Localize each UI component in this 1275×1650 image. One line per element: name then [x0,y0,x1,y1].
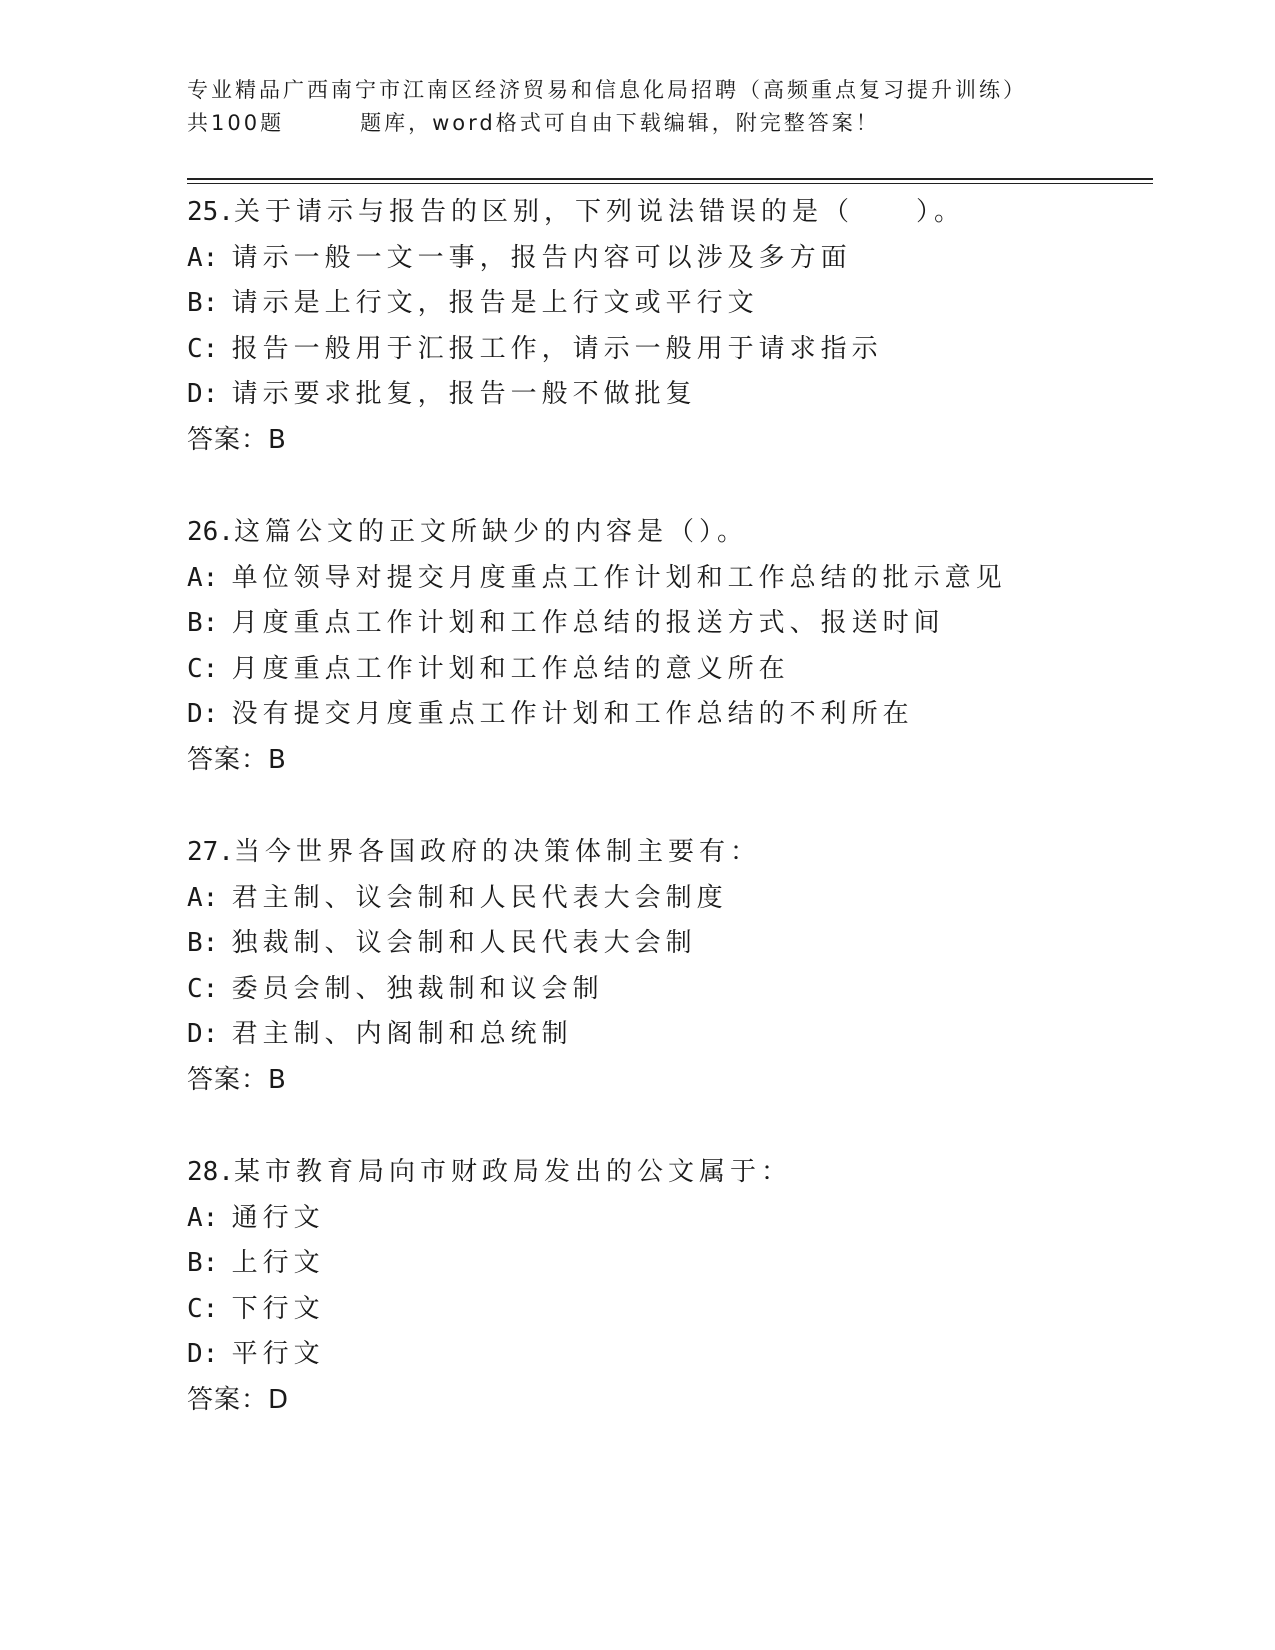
question-text: 关于请示与报告的区别，下列说法错误的是（ ）。 [233,197,965,227]
option-text: 委员会制、独裁制和议会制 [231,973,604,1004]
option-b [187,601,1147,647]
option-d [187,372,1147,418]
option-a [187,876,1147,922]
option-key: B: [187,608,219,638]
option-text: 报告一般用于汇报工作，请示一般用于请求指示 [231,333,883,364]
header-title-line: 专业精品广西南宁市江南区经济贸易和信息化局招聘（高频重点复习提升训练） [187,78,1027,102]
option-key: D: [187,1019,219,1049]
option-d [187,1012,1147,1058]
question-stem [187,830,1147,876]
question-text: 当今世界各国政府的决策体制主要有： [233,837,761,867]
question-number: 28. [187,1157,234,1187]
option-text: 上行文 [231,1248,325,1278]
question-text: 某市教育局向市财政局发出的公文属于： [233,1157,792,1187]
question-number: 26. [187,517,234,547]
question-28 [187,1150,1147,1423]
question-26 [187,510,1147,783]
question-number: 27. [187,837,234,867]
option-d [187,692,1147,738]
question-stem [187,1150,1147,1196]
option-text: 请示一般一文一事，报告内容可以涉及多方面 [231,242,852,273]
option-a [187,1196,1147,1242]
option-text: 君主制、议会制和人民代表大会制度 [231,882,728,913]
option-text: 请示是上行文，报告是上行文或平行文 [231,288,759,318]
option-key: B: [187,288,219,318]
option-c [187,647,1147,693]
question-list [187,190,1147,1470]
option-d [187,1332,1147,1378]
option-text: 月度重点工作计划和工作总结的意义所在 [231,653,790,684]
option-text: 下行文 [231,1293,325,1324]
option-text: 通行文 [231,1202,325,1233]
answer-line: 答案：D [187,1384,290,1415]
option-key: A: [187,562,219,593]
option-text: 请示要求批复，报告一般不做批复 [231,379,697,409]
option-key: D: [187,1339,219,1369]
option-a [187,236,1147,282]
option-key: C: [187,1293,219,1324]
option-key: B: [187,1248,219,1278]
option-b [187,921,1147,967]
option-c [187,967,1147,1013]
answer-line: 答案：B [187,744,287,775]
option-text: 月度重点工作计划和工作总结的报送方式、报送时间 [231,608,945,638]
option-text: 单位领导对提交月度重点工作计划和工作总结的批示意见 [231,562,1007,593]
option-key: D: [187,379,219,409]
option-key: C: [187,653,219,684]
option-c [187,1287,1147,1333]
question-stem [187,510,1147,556]
option-a [187,556,1147,602]
option-text: 君主制、内阁制和总统制 [231,1019,573,1049]
option-text: 平行文 [231,1339,325,1369]
answer-line: 答案：B [187,424,287,455]
question-count: 共100题 [187,111,285,135]
answer-line: 答案：B [187,1064,287,1095]
question-27 [187,830,1147,1103]
option-key: C: [187,973,219,1004]
question-number: 25. [187,197,234,227]
document-header [187,74,1147,140]
question-25 [187,190,1147,463]
option-key: A: [187,882,219,913]
option-c [187,327,1147,373]
question-stem [187,190,1147,236]
header-divider [187,178,1153,184]
option-text: 没有提交月度重点工作计划和工作总结的不利所在 [231,699,914,729]
option-key: D: [187,699,219,729]
option-b [187,1241,1147,1287]
option-key: A: [187,1202,219,1233]
option-text: 独裁制、议会制和人民代表大会制 [231,928,697,958]
option-key: C: [187,333,219,364]
option-key: A: [187,242,219,273]
option-b [187,281,1147,327]
header-subtitle-line [187,107,1147,140]
header-description: 题库，word格式可自由下载编辑，附完整答案！ [360,111,880,135]
option-key: B: [187,928,219,958]
question-text: 这篇公文的正文所缺少的内容是（）。 [233,517,748,547]
